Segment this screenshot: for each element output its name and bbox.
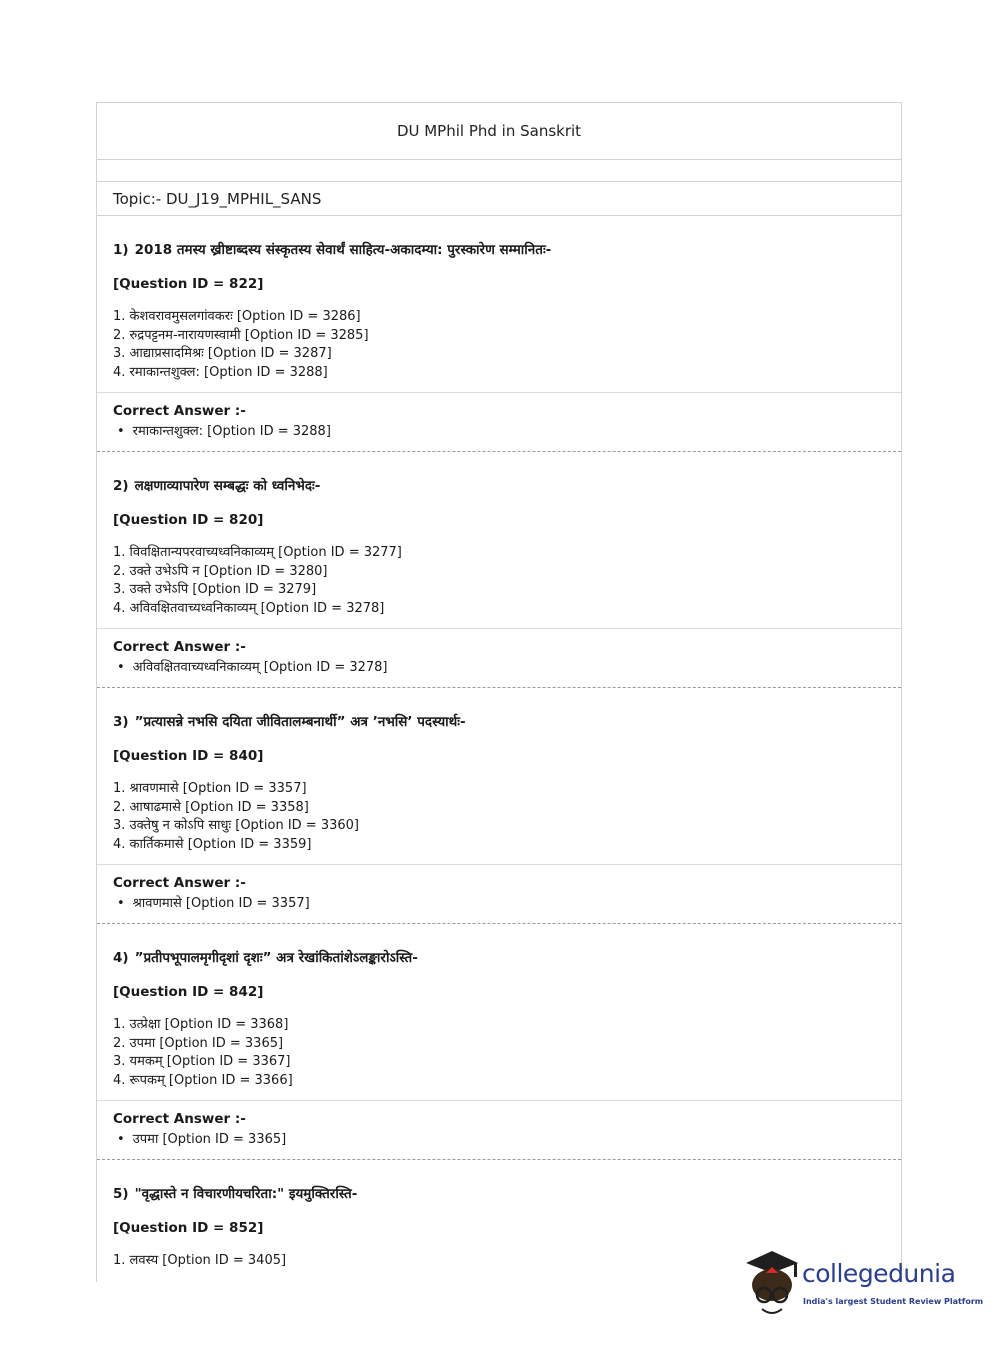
question-text	[113, 476, 885, 494]
question-prompt: 2018 तमस्य ख्रीष्टाब्दस्य संस्कृतस्य सेवार्थं साहित्य-अकादम्या: पुरस्कारेण सम्मानितः-	[134, 242, 552, 258]
option-item: 4. रूपकम् [Option ID = 3366]	[113, 1072, 293, 1088]
answer-label: Correct Answer :-	[113, 875, 246, 891]
question-id: [Question ID = 820]	[113, 512, 264, 528]
question-number: 5)	[113, 1186, 129, 1202]
option-item: 4. कार्तिकमासे [Option ID = 3359]	[113, 836, 312, 852]
brand-tagline: India's largest Student Review Platform	[803, 1297, 984, 1306]
option-list	[113, 308, 885, 382]
answer-value: • उपमा [Option ID = 3365]	[113, 1131, 885, 1149]
option-item: 1. विवक्षितान्यपरवाच्यध्वनिकाव्यम् [Option ID = 3277]	[113, 545, 402, 560]
question-prompt: ”प्रत्यासन्ने नभसि दयिता जीवितालम्बनार्थी” अत्र ’नभसि’ पदस्यार्थः-	[134, 714, 466, 730]
option-item: 3. उक्तेषु न कोऽपि साधुः [Option ID = 3360]	[113, 818, 359, 833]
option-item: 2. उपमा [Option ID = 3365]	[113, 1035, 284, 1051]
option-item: 1. श्रावणमासे [Option ID = 3357]	[113, 781, 307, 796]
question-text	[113, 948, 885, 966]
option-item: 2. उक्ते उभेऽपि न [Option ID = 3280]	[113, 563, 328, 579]
answer-section	[97, 392, 901, 451]
graduate-mascot-icon	[742, 1245, 804, 1320]
question-block	[97, 688, 901, 924]
topic-label: Topic:- DU_J19_MPHIL_SANS	[113, 189, 322, 208]
answer-label: Correct Answer :-	[113, 403, 246, 419]
option-item: 4. अविवक्षितवाच्यध्वनिकाव्यम् [Option ID = 3278]	[113, 600, 385, 616]
spacer-row	[97, 160, 901, 182]
document-frame	[96, 102, 902, 1282]
title-row	[97, 103, 901, 160]
question-id: [Question ID = 842]	[113, 984, 264, 1000]
question-number: 3)	[113, 714, 129, 730]
question-number: 4)	[113, 950, 129, 966]
option-item: 3. उक्ते उभेऽपि [Option ID = 3279]	[113, 582, 317, 597]
question-block	[97, 452, 901, 688]
option-item: 1. लवस्य [Option ID = 3405]	[113, 1253, 287, 1268]
question-block	[97, 216, 901, 452]
option-item: 3. यमकम् [Option ID = 3367]	[113, 1054, 291, 1069]
collegedunia-logo	[742, 1245, 984, 1320]
option-item: 1. उत्प्रेक्षा [Option ID = 3368]	[113, 1017, 289, 1032]
question-id: [Question ID = 840]	[113, 748, 264, 764]
topic-row	[97, 182, 901, 216]
question-body	[97, 924, 901, 1100]
question-prompt: "वृद्धास्ते न विचारणीयचरिता:" इयमुक्तिरस्ति-	[134, 1186, 358, 1202]
question-body	[97, 688, 901, 864]
question-id: [Question ID = 822]	[113, 276, 264, 292]
option-item: 2. आषाढमासे [Option ID = 3358]	[113, 799, 309, 815]
option-item: 1. केशवरावमुसलगांवकरः [Option ID = 3286]	[113, 309, 361, 324]
page-title: DU MPhil Phd in Sanskrit	[396, 122, 582, 140]
answer-section	[97, 1100, 901, 1159]
question-text	[113, 712, 885, 730]
answer-section	[97, 628, 901, 687]
option-item: 3. आद्याप्रसादमिश्रः [Option ID = 3287]	[113, 346, 332, 361]
answer-value: • रमाकान्तशुक्ल: [Option ID = 3288]	[113, 423, 885, 441]
option-item: 2. रुद्रपट्टनम-नारायणस्वामी [Option ID = 3285]	[113, 327, 369, 343]
question-prompt: ”प्रतीपभूपालमृगीदृशां दृशः” अत्र रेखांकितांशेऽलङ्कारोऽस्ति-	[134, 950, 418, 966]
question-text	[113, 240, 885, 258]
question-number: 1)	[113, 242, 129, 258]
question-block	[97, 924, 901, 1160]
answer-section	[97, 864, 901, 923]
question-number: 2)	[113, 478, 129, 494]
option-list	[113, 780, 885, 854]
question-id: [Question ID = 852]	[113, 1220, 264, 1236]
option-item: 4. रमाकान्तशुक्ल: [Option ID = 3288]	[113, 364, 328, 380]
answer-value: • श्रावणमासे [Option ID = 3357]	[113, 895, 885, 913]
question-body	[97, 452, 901, 628]
question-text	[113, 1184, 885, 1202]
answer-label: Correct Answer :-	[113, 1111, 246, 1127]
answer-label: Correct Answer :-	[113, 639, 246, 655]
option-list	[113, 544, 885, 618]
brand-name: collegedunia	[802, 1259, 956, 1288]
question-body	[97, 216, 901, 392]
question-prompt: लक्षणाव्यापारेण सम्बद्धः को ध्वनिभेदः-	[134, 478, 321, 494]
option-list	[113, 1016, 885, 1090]
answer-value: • अविवक्षितवाच्यध्वनिकाव्यम् [Option ID = 3278]	[113, 659, 885, 677]
